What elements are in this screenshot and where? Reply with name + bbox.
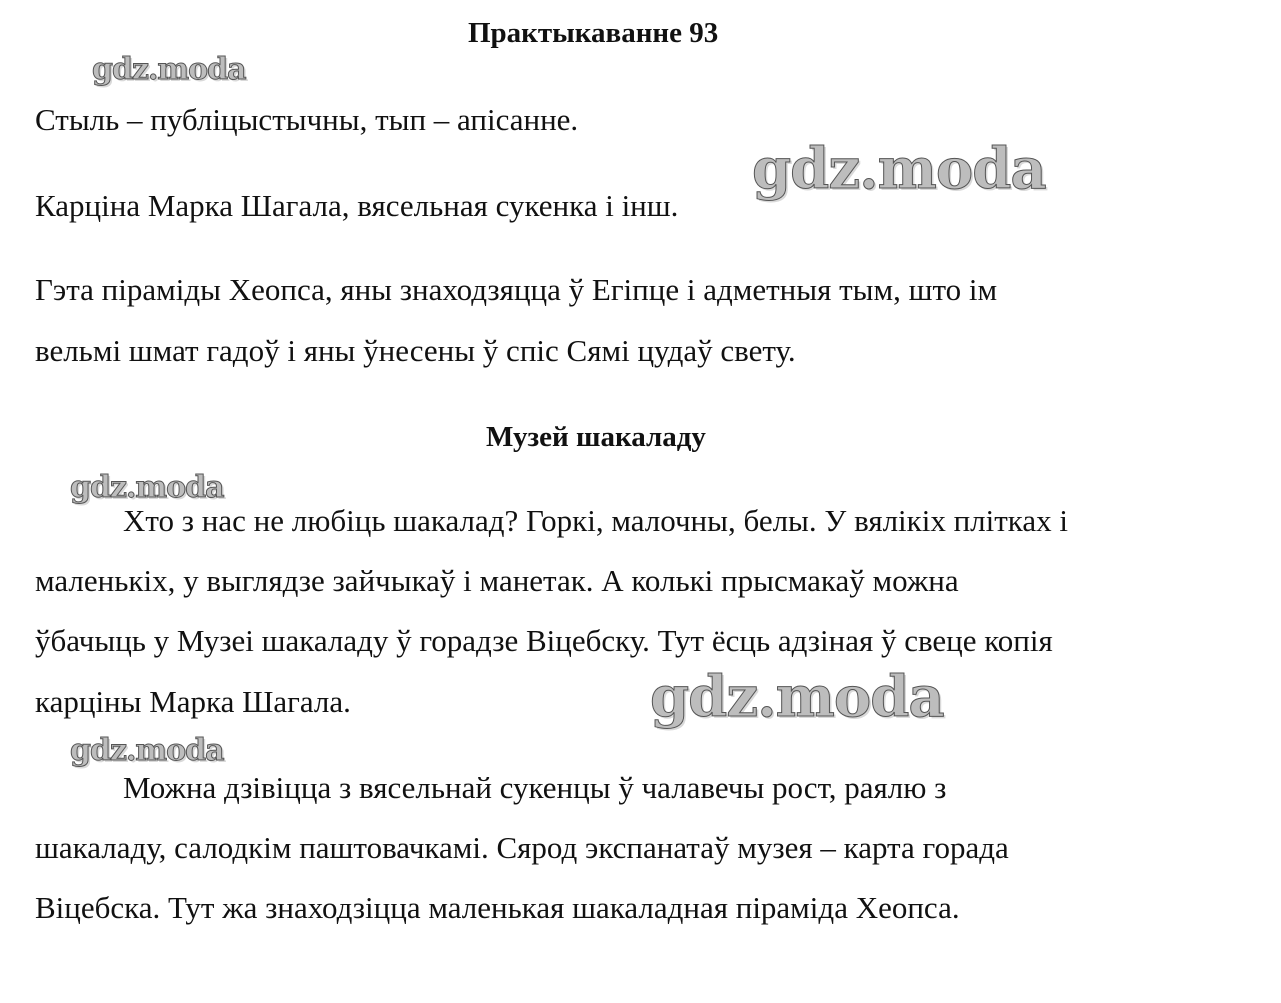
- watermark-logo: gdz.moda: [650, 664, 944, 730]
- answer-style-type: Стыль – публіцыстычны, тып – апісанне.: [35, 102, 579, 137]
- answer-examples: Карціна Марка Шагала, вясельная сукенка і інш.: [35, 188, 679, 223]
- watermark-logo: gdz.moda: [92, 52, 246, 87]
- paragraph-line: Хто з нас не любіць шакалад? Горкі, малочны, белы. У вялікіх плітках і: [123, 503, 1069, 538]
- paragraph-line: Віцебска. Тут жа знаходзіцца маленькая шакаладная піраміда Хеопса.: [35, 890, 960, 925]
- page-title: Практыкаванне 93: [468, 17, 719, 49]
- paragraph-line: ўбачыць у Музеі шакаладу ў горадзе Віцебску. Тут ёсць адзіная ў свеце копія: [35, 623, 1053, 658]
- watermark-logo: gdz.moda: [70, 470, 224, 505]
- paragraph-line: Можна дзівіцца з вясельнай сукенцы ў чалавечы рост, раялю з: [123, 770, 947, 805]
- paragraph-line: карціны Марка Шагала.: [35, 684, 351, 719]
- paragraph-line: маленькіх, у выглядзе зайчыкаў і манетак. А колькі прысмакаў можна: [35, 563, 959, 598]
- paragraph-line: шакаладу, салодкім паштовачкамі. Сярод экспанатаў музея – карта горада: [35, 830, 1009, 865]
- answer-pyramids-line: Гэта піраміды Хеопса, яны знаходзяцца ў Егіпце і адметныя тым, што ім: [35, 272, 998, 307]
- essay-title: Музей шакаладу: [486, 421, 706, 453]
- watermark-logo: gdz.moda: [70, 733, 224, 768]
- answer-pyramids-line: вельмі шмат гадоў і яны ўнесены ў спіс Сямі цудаў свету.: [35, 333, 796, 368]
- watermark-logo: gdz.moda: [752, 136, 1046, 202]
